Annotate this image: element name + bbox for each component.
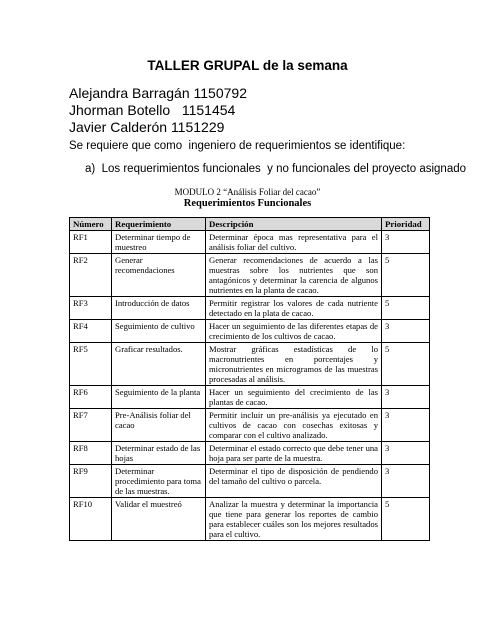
cell-description: Determinar el estado correcto que debe tener una hoja para ser parte de la muestra. [206, 442, 382, 465]
document-title: TALLER GRUPAL de la semana [147, 58, 348, 73]
module-heading: MODULO 2 “Análisis Foliar del cacao” [174, 187, 321, 197]
cell-requirement: Seguimiento de la planta [112, 386, 206, 409]
column-header-priority: Prioridad [382, 218, 430, 231]
cell-requirement: Introducción de datos [112, 297, 206, 320]
cell-number: RF5 [70, 343, 112, 386]
table-body [70, 231, 430, 541]
cell-number: RF1 [70, 231, 112, 254]
table-row [70, 297, 430, 320]
cell-requirement: Determinar estado de las hojas [112, 442, 206, 465]
table-row [70, 498, 430, 541]
table-row [70, 409, 430, 442]
student-name-3: Javier Calderón 1151229 [69, 119, 225, 135]
cell-description: Hacer un seguimiento del crecimiento de las plantas de cacao. [206, 386, 382, 409]
cell-priority: 3 [382, 409, 430, 442]
cell-priority: 3 [382, 442, 430, 465]
cell-requirement: Determinar tiempo de muestreo [112, 231, 206, 254]
student-name-2: Jhorman Botello 1151454 [69, 102, 236, 118]
table-row [70, 442, 430, 465]
table-header-row [70, 218, 430, 231]
cell-priority: 3 [382, 386, 430, 409]
cell-description: Determinar el tipo de disposición de pendiendo del tamaño del cultivo o parcela. [206, 465, 382, 498]
cell-priority: 3 [382, 320, 430, 343]
cell-number: RF2 [70, 254, 112, 297]
cell-priority: 3 [382, 231, 430, 254]
intro-text: Se requiere que como ingeniero de requerimientos se identifique: [69, 140, 406, 152]
table-row [70, 343, 430, 386]
cell-number: RF4 [70, 320, 112, 343]
section-subtitle: Requerimientos Funcionales [183, 198, 312, 209]
cell-number: RF7 [70, 409, 112, 442]
table-row [70, 465, 430, 498]
cell-number: RF10 [70, 498, 112, 541]
cell-number: RF9 [70, 465, 112, 498]
cell-description: Analizar la muestra y determinar la importancia que tiene para generar los reportes de cambio para establecer cuáles son los mejores resultados para el cultivo. [206, 498, 382, 541]
cell-priority: 5 [382, 297, 430, 320]
cell-requirement: Pre-Análisis foliar del cacao [112, 409, 206, 442]
cell-number: RF8 [70, 442, 112, 465]
cell-priority: 5 [382, 254, 430, 297]
cell-description: Determinar época mas representativa para el análisis foliar del cultivo. [206, 231, 382, 254]
cell-requirement: Seguimiento de cultivo [112, 320, 206, 343]
list-item-a: a) Los requerimientos funcionales y no funcionales del proyecto asignado [85, 163, 467, 175]
table-row [70, 231, 430, 254]
cell-description: Generar recomendaciones de acuerdo a las muestras sobre los nutrientes que son antagónicos y determinar la carencia de algunos nutrientes en la planta de cacao. [206, 254, 382, 297]
cell-description: Hacer un seguimiento de las diferentes etapas de crecimiento de los cultivos de cacao. [206, 320, 382, 343]
column-header-description: Descripción [206, 218, 382, 231]
cell-requirement: Validar el muestreó [112, 498, 206, 541]
cell-description: Permitir incluir un pre-análisis ya ejecutado en cultivos de cacao con cosechas exitosas y comparar con el cultivo analizado. [206, 409, 382, 442]
cell-number: RF6 [70, 386, 112, 409]
column-header-requirement: Requerimiento [112, 218, 206, 231]
cell-priority: 5 [382, 343, 430, 386]
cell-requirement: Generar recomendaciones [112, 254, 206, 297]
cell-number: RF3 [70, 297, 112, 320]
cell-description: Mostrar gráficas estadísticas de lo macronutrientes en porcentajes y micronutrientes en microgramos de las muestras procesadas al análisis. [206, 343, 382, 386]
cell-priority: 5 [382, 498, 430, 541]
cell-description: Permitir registrar los valores de cada nutriente detectado en la plata de cacao. [206, 297, 382, 320]
cell-priority: 3 [382, 465, 430, 498]
requirements-table [69, 217, 430, 541]
table-row [70, 320, 430, 343]
cell-requirement: Graficar resultados. [112, 343, 206, 386]
cell-requirement: Determinar procedimiento para toma de las muestras. [112, 465, 206, 498]
table-row [70, 386, 430, 409]
column-header-number: Número [70, 218, 112, 231]
student-name-1: Alejandra Barragán 1150792 [69, 85, 247, 101]
table-row [70, 254, 430, 297]
